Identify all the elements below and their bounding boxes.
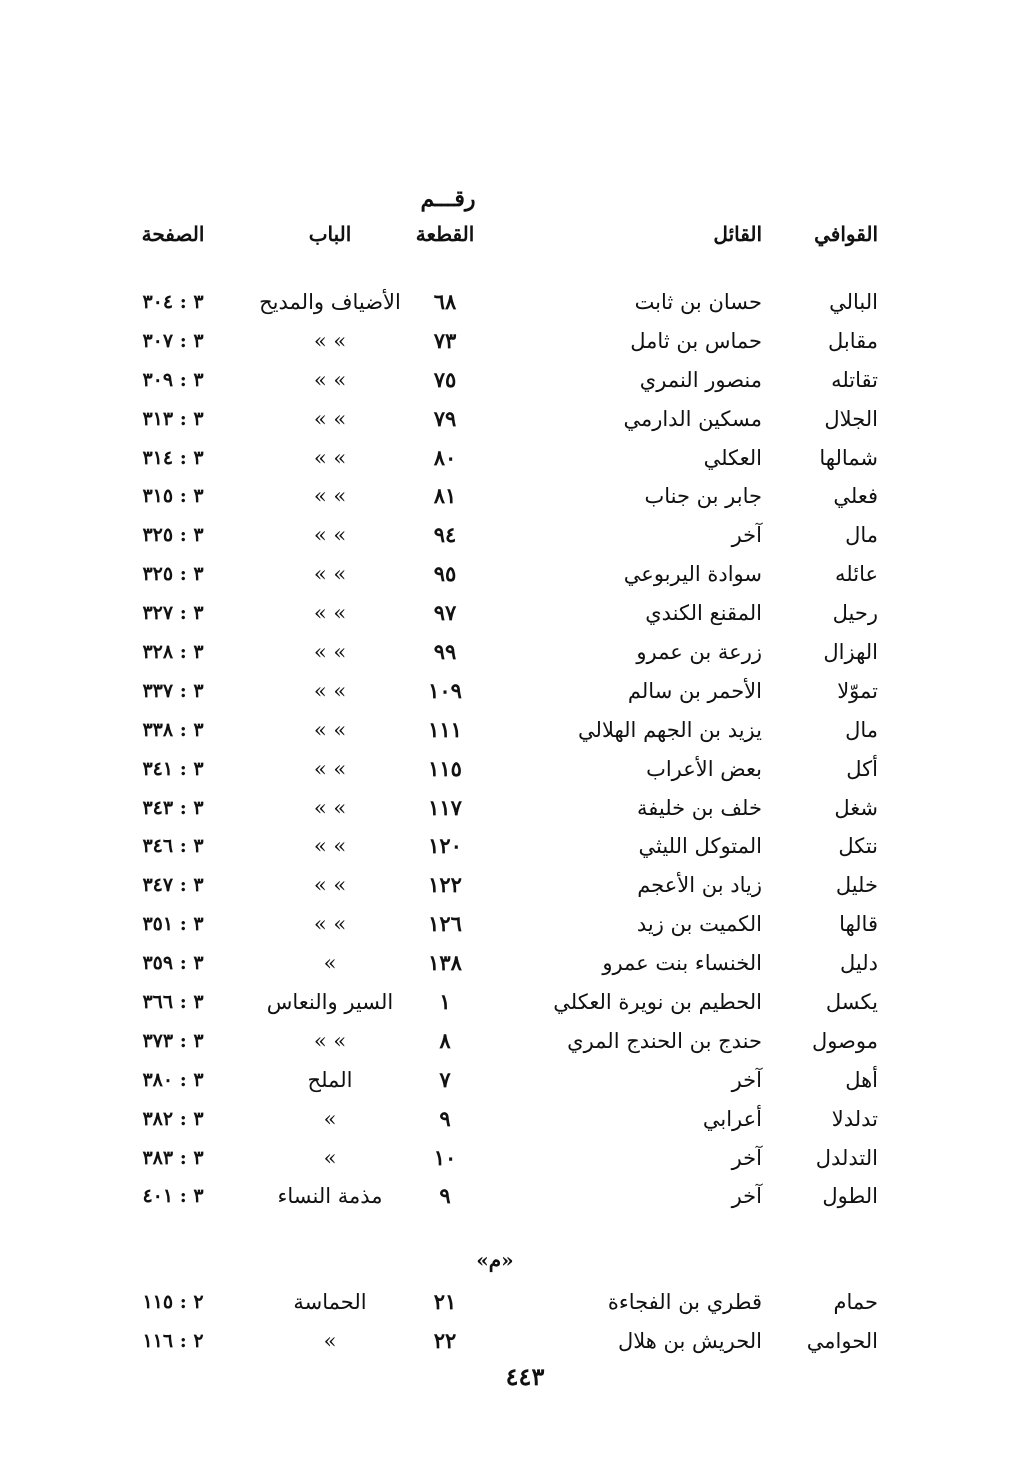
- rhyme-cell: التدلدل: [815, 1145, 878, 1170]
- rhyme-cell: البالي: [829, 290, 878, 314]
- poet-cell: آخر: [731, 523, 762, 548]
- poet-cell: جابر بن جناب: [644, 484, 762, 509]
- piece-number-cell: ١١٥: [428, 755, 462, 781]
- rhyme-cell: نتكل: [838, 834, 878, 859]
- page-ref-cell: ٣ : ٣٤١: [142, 757, 204, 780]
- chapter-cell: »: [323, 1145, 337, 1170]
- page-ref-cell: ٣ : ٣٨٠: [142, 1068, 204, 1091]
- header-safha: الصفحة: [141, 222, 205, 246]
- chapter-cell: » »: [313, 562, 347, 587]
- table-row: [0, 283, 1020, 322]
- rhyme-cell: الجلال: [824, 406, 878, 431]
- rhyme-cell: قالها: [839, 912, 878, 937]
- page-ref-cell: ٣ : ٣١٣: [142, 407, 204, 430]
- poet-cell: المقنع الكندي: [645, 601, 762, 626]
- rhyme-cell: رحيل: [832, 601, 878, 626]
- poet-cell: الحريش بن هلال: [617, 1328, 762, 1353]
- page-ref-cell: ٣ : ٣٨٣: [142, 1146, 204, 1169]
- chapter-cell: » »: [313, 834, 347, 859]
- piece-number-cell: ١٠٩: [428, 677, 462, 703]
- table-row: [0, 672, 1020, 711]
- page-ref-cell: ٢ : ١١٥: [142, 1291, 204, 1313]
- rhyme-cell: فعلي: [833, 484, 878, 509]
- chapter-cell: » »: [313, 328, 347, 353]
- poet-cell: حسان بن ثابت: [634, 290, 762, 314]
- section-heading-mim: «م»: [476, 1248, 514, 1272]
- piece-number-cell: ١٢٢: [428, 872, 462, 898]
- table-row: [0, 905, 1020, 944]
- index-rows-section-mim: [0, 1283, 1020, 1361]
- piece-number-cell: ٨: [439, 1027, 451, 1053]
- rhyme-cell: تقاتله: [831, 367, 878, 392]
- poet-cell: سوادة اليربوعي: [623, 562, 762, 587]
- piece-number-cell: ١١١: [428, 716, 462, 742]
- poet-cell: زرعة بن عمرو: [636, 640, 762, 665]
- rhyme-cell: شمالها: [819, 445, 878, 470]
- rhyme-cell: حمام: [833, 1290, 878, 1314]
- table-row: [0, 789, 1020, 828]
- chapter-cell: » »: [313, 445, 347, 470]
- header-qawafi: القوافي: [814, 222, 878, 246]
- table-row: [0, 516, 1020, 555]
- poet-cell: أعرابي: [702, 1106, 762, 1131]
- table-row: [0, 1100, 1020, 1139]
- poet-cell: بعض الأعراب: [646, 756, 762, 781]
- header-qita: القطعة: [415, 222, 475, 246]
- chapter-cell: مذمة النساء: [277, 1184, 383, 1209]
- poet-cell: الأحمر بن سالم: [627, 678, 762, 703]
- page-ref-cell: ٣ : ٣٥١: [142, 913, 204, 936]
- table-row: [0, 750, 1020, 789]
- table-header: [0, 222, 1020, 252]
- page-ref-cell: ٣ : ٣٧٣: [142, 1029, 204, 1052]
- table-row: [0, 1283, 1020, 1322]
- page-ref-cell: ٣ : ٣٠٤: [142, 291, 204, 313]
- poet-cell: الخنساء بنت عمرو: [602, 951, 762, 976]
- chapter-cell: » »: [313, 1028, 347, 1053]
- poet-cell: مسكين الدارمي: [623, 406, 762, 431]
- page-ref-cell: ٣ : ٣٦٦: [142, 991, 204, 1014]
- page-ref-cell: ٣ : ٣٠٧: [142, 329, 204, 352]
- poet-cell: العكلي: [703, 445, 762, 470]
- table-row: [0, 361, 1020, 400]
- chapter-cell: » »: [313, 756, 347, 781]
- piece-number-cell: ٨١: [433, 483, 457, 509]
- page-ref-cell: ٣ : ٣٣٧: [142, 679, 204, 702]
- chapter-cell: الحماسة: [293, 1290, 367, 1314]
- page-ref-cell: ٣ : ٣٠٩: [142, 368, 204, 391]
- piece-number-cell: ١٣٨: [428, 950, 462, 976]
- piece-number-cell: ١١٧: [428, 794, 462, 820]
- rhyme-cell: تموّلا: [837, 678, 878, 703]
- page-ref-cell: ٣ : ٣٤٧: [142, 874, 204, 897]
- chapter-cell: » »: [313, 640, 347, 665]
- piece-number-cell: ٩: [439, 1105, 451, 1131]
- chapter-cell: » »: [313, 795, 347, 820]
- rhyme-cell: عائله: [835, 562, 878, 587]
- piece-number-cell: ١٠: [433, 1144, 457, 1170]
- poet-cell: الكميت بن زيد: [636, 912, 762, 937]
- chapter-cell: السير والنعاس: [266, 990, 394, 1015]
- rhyme-cell: مال: [845, 717, 878, 742]
- page-ref-cell: ٣ : ٤٠١: [142, 1185, 204, 1208]
- piece-number-cell: ١٢٠: [428, 833, 462, 859]
- rhyme-cell: شغل: [834, 795, 878, 820]
- table-row: [0, 1177, 1020, 1216]
- table-row: [0, 400, 1020, 439]
- chapter-cell: » »: [313, 484, 347, 509]
- poet-cell: قطري بن الفجاءة: [607, 1290, 762, 1314]
- piece-number-cell: ٢٢: [433, 1327, 457, 1353]
- chapter-cell: » »: [313, 912, 347, 937]
- poet-cell: الحطيم بن نويرة العكلي: [553, 990, 762, 1015]
- chapter-cell: » »: [313, 678, 347, 703]
- poet-cell: خلف بن خليفة: [636, 795, 762, 820]
- piece-number-cell: ٩: [439, 1183, 451, 1209]
- rhyme-cell: دليل: [840, 951, 878, 976]
- table-row: [0, 1061, 1020, 1100]
- table-row: [0, 944, 1020, 983]
- header-bab: الباب: [308, 222, 352, 246]
- page-ref-cell: ٣ : ٣١٤: [142, 446, 204, 469]
- table-row: [0, 594, 1020, 633]
- rhyme-cell: أكل: [846, 756, 878, 781]
- table-row: [0, 1022, 1020, 1061]
- piece-number-cell: ٢١: [433, 1289, 457, 1314]
- poet-cell: حندج بن الحندج المري: [567, 1028, 762, 1053]
- piece-number-cell: ٧٩: [433, 405, 457, 431]
- chapter-cell: » »: [313, 406, 347, 431]
- rhyme-cell: يكسل: [825, 990, 878, 1015]
- page-ref-cell: ٣ : ٣٢٥: [142, 563, 204, 586]
- poet-cell: يزيد بن الجهم الهلالي: [578, 717, 762, 742]
- rhyme-cell: خليل: [835, 873, 878, 898]
- poet-cell: آخر: [731, 1067, 762, 1092]
- chapter-cell: الملح: [307, 1067, 353, 1092]
- table-row: [0, 866, 1020, 905]
- index-rows: [0, 283, 1020, 1216]
- table-row: [0, 827, 1020, 866]
- rhyme-cell: موصول: [811, 1028, 878, 1053]
- chapter-cell: »: [323, 1106, 337, 1131]
- piece-number-cell: ٨٠: [433, 444, 457, 470]
- chapter-cell: » »: [313, 601, 347, 626]
- page-number: ٤٤٣: [505, 1362, 545, 1391]
- rhyme-cell: الحوامي: [806, 1328, 878, 1353]
- poet-cell: حماس بن ثامل: [630, 328, 762, 353]
- rhyme-cell: تدلدلا: [831, 1106, 878, 1131]
- page-ref-cell: ٣ : ٣٣٨: [142, 718, 204, 741]
- page-ref-cell: ٣ : ٣٢٥: [142, 524, 204, 547]
- table-row: [0, 633, 1020, 672]
- piece-number-cell: ٧٣: [433, 327, 457, 353]
- header-raqm: رقـــم: [420, 186, 476, 212]
- table-row: [0, 477, 1020, 516]
- table-row: [0, 555, 1020, 594]
- table-row: [0, 1139, 1020, 1178]
- table-row: [0, 439, 1020, 478]
- poet-cell: آخر: [731, 1145, 762, 1170]
- piece-number-cell: ١٢٦: [428, 911, 462, 937]
- page-ref-cell: ٣ : ٣٢٨: [142, 641, 204, 664]
- table-row: [0, 711, 1020, 750]
- piece-number-cell: ٧٥: [433, 366, 457, 392]
- page-ref-cell: ٢ : ١١٦: [142, 1329, 204, 1352]
- poet-cell: المتوكل الليثي: [638, 834, 762, 859]
- piece-number-cell: ٧: [439, 1066, 451, 1092]
- poet-cell: منصور النمري: [639, 367, 762, 392]
- chapter-cell: الأضياف والمديح: [259, 290, 401, 314]
- page-ref-cell: ٣ : ٣٨٢: [142, 1107, 204, 1130]
- chapter-cell: » »: [313, 367, 347, 392]
- table-row: [0, 983, 1020, 1022]
- piece-number-cell: ٩٥: [433, 561, 457, 587]
- page-ref-cell: ٣ : ٣٤٦: [142, 835, 204, 858]
- chapter-cell: » »: [313, 873, 347, 898]
- chapter-cell: » »: [313, 717, 347, 742]
- poet-cell: آخر: [731, 1184, 762, 1209]
- rhyme-cell: الطول: [822, 1184, 878, 1209]
- page-ref-cell: ٣ : ٣٤٣: [142, 796, 204, 819]
- piece-number-cell: ٩٧: [433, 600, 457, 626]
- piece-number-cell: ١: [439, 989, 451, 1015]
- rhyme-cell: الهزال: [823, 640, 878, 665]
- page-ref-cell: ٣ : ٣١٥: [142, 485, 204, 508]
- page-ref-cell: ٣ : ٣٢٧: [142, 602, 204, 625]
- chapter-cell: » »: [313, 523, 347, 548]
- rhyme-cell: أهل: [845, 1067, 878, 1092]
- piece-number-cell: ٦٨: [433, 289, 457, 314]
- table-row: [0, 322, 1020, 361]
- poet-cell: زياد بن الأعجم: [637, 873, 762, 898]
- piece-number-cell: ٩٩: [433, 639, 457, 665]
- header-qail: القائل: [713, 222, 762, 246]
- rhyme-cell: مقابل: [827, 328, 878, 353]
- chapter-cell: »: [323, 951, 337, 976]
- piece-number-cell: ٩٤: [433, 522, 457, 548]
- chapter-cell: »: [323, 1328, 337, 1353]
- page-ref-cell: ٣ : ٣٥٩: [142, 952, 204, 975]
- rhyme-cell: مال: [845, 523, 878, 548]
- table-row: [0, 1322, 1020, 1361]
